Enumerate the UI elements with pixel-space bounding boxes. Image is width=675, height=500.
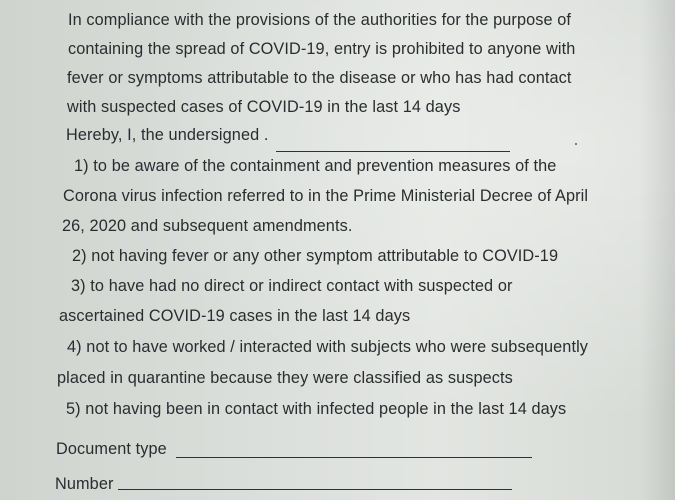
intro-line-4: with suspected cases of COVID-19 in the last 14 days	[67, 98, 461, 116]
item-2-line: 2) not having fever or any other symptom attributable to COVID-19	[72, 247, 559, 265]
intro-line-3: fever or symptoms attributable to the disease or who has had contact	[67, 69, 572, 87]
item-3-line-2: ascertained COVID-19 cases in the last 14 days	[59, 307, 411, 325]
cropped-text-fragment	[185, 0, 245, 2]
item-5-line: 5) not having been in contact with infected people in the last 14 days	[66, 400, 567, 418]
item-3-line-1: 3) to have had no direct or indirect contact with suspected or	[71, 277, 513, 295]
item-1-line-1: 1) to be aware of the containment and prevention measures of the	[74, 157, 557, 175]
intro-line-1: In compliance with the provisions of the authorities for the purpose of	[68, 11, 572, 29]
item-4-line-2: placed in quarantine because they were classified as suspects	[57, 369, 513, 387]
intro-line-2: containing the spread of COVID-19, entry is prohibited to anyone with	[68, 40, 576, 58]
number-label: Number	[55, 475, 114, 493]
paper-shadow	[640, 0, 675, 500]
number-blank[interactable]	[118, 489, 512, 490]
stray-mark	[575, 143, 577, 145]
undersigned-label: Hereby, I, the undersigned .	[66, 126, 269, 144]
document-type-blank[interactable]	[176, 457, 532, 458]
undersigned-name-blank[interactable]	[276, 151, 510, 152]
document-type-label: Document type	[56, 440, 167, 458]
item-1-line-2: Corona virus infection referred to in the Prime Ministerial Decree of April	[63, 187, 589, 205]
item-1-line-3: 26, 2020 and subsequent amendments.	[62, 217, 353, 235]
item-4-line-1: 4) not to have worked / interacted with subjects who were subsequently	[67, 338, 589, 356]
